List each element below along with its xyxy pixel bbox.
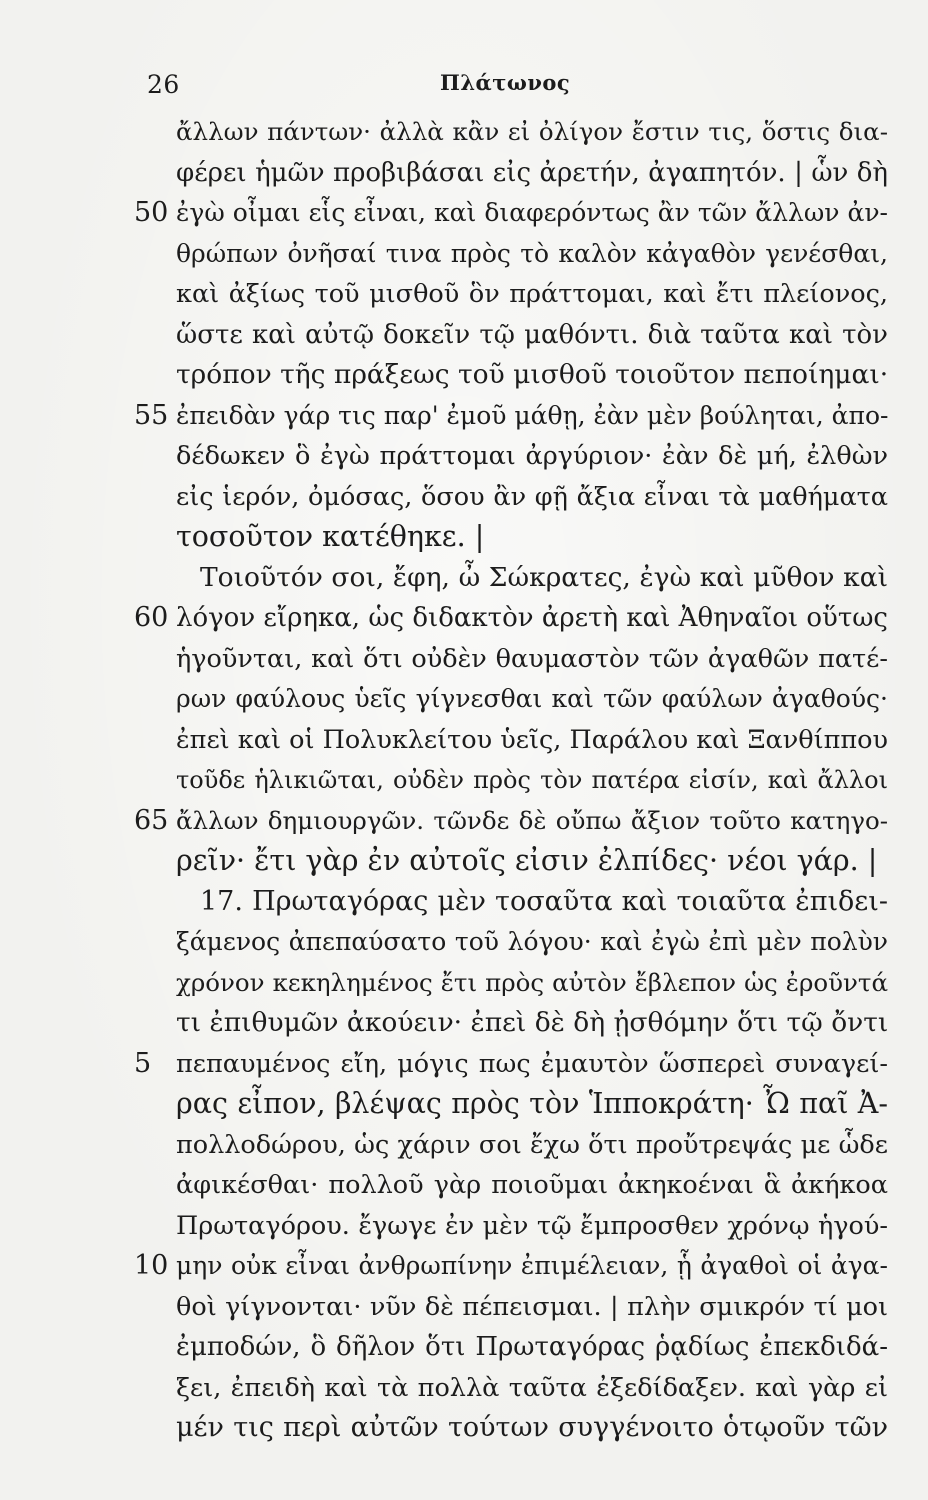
text-line	[0, 436, 928, 477]
text-line	[0, 1125, 928, 1166]
line-number: 65	[134, 804, 169, 836]
text-line	[0, 720, 928, 761]
text-line	[0, 477, 928, 518]
text-line	[0, 355, 928, 396]
line-text: τι ἐπιθυμῶν ἀκούειν· ἐπεὶ δὲ δὴ ᾐσθόμην ὅτι τῷ ὄντι	[176, 1007, 888, 1038]
greek-text-body	[0, 112, 928, 1449]
line-text: ἀφικέσθαι· πολλοῦ γὰρ ποιοῦμαι ἀκηκοέναι ἃ ἀκήκοα	[176, 1170, 888, 1200]
text-line	[0, 1165, 928, 1206]
line-text: Πρωταγόρου. ἔγωγε ἐν μὲν τῷ ἔμπροσθεν χρόνῳ ἡγού-	[176, 1210, 888, 1241]
line-number: 5	[134, 1047, 152, 1079]
text-line	[0, 841, 928, 882]
line-text: ἐμποδών, ὃ δῆλον ὅτι Πρωταγόρας ῥᾳδίως ἐπεκδιδά-	[176, 1332, 888, 1362]
text-line	[0, 234, 928, 275]
text-line	[0, 882, 928, 923]
line-text: ρας εἶπον, βλέψας πρὸς τὸν Ἱπποκράτη· Ὦ παῖ Ἀ-	[176, 1087, 888, 1120]
line-text: χρόνον κεκηλημένος ἔτι πρὸς αὐτὸν ἔβλεπον ὡς ἐροῦντά	[176, 967, 888, 997]
line-text: μέν τις περὶ αὐτῶν τούτων συγγένοιτο ὁτῳοῦν τῶν	[176, 1412, 888, 1443]
text-line	[0, 963, 928, 1004]
running-head: Πλάτωνος	[440, 70, 571, 95]
line-number: 55	[134, 399, 169, 431]
text-line	[0, 1044, 928, 1085]
line-text: ἐπεὶ καὶ οἱ Πολυκλείτου ὑεῖς, Παράλου καὶ Ξανθίππου	[176, 724, 888, 755]
line-text: δέδωκεν ὃ ἐγὼ πράττομαι ἀργύριον· ἐὰν δὲ μή, ἐλθὼν	[176, 441, 888, 471]
line-text: ἐγὼ οἶμαι εἷς εἶναι, καὶ διαφερόντως ἂν τῶν ἄλλων ἀν-	[176, 198, 888, 227]
text-line	[0, 1327, 928, 1368]
text-line	[0, 112, 928, 153]
line-text: ρων φαύλους ὑεῖς γίγνεσθαι καὶ τῶν φαύλων ἀγαθούς·	[176, 684, 888, 713]
page-number: 26	[147, 70, 180, 99]
text-line	[0, 1287, 928, 1328]
line-text: λόγον εἴρηκα, ὡς διδακτὸν ἀρετὴ καὶ Ἀθηναῖοι οὕτως	[176, 603, 888, 633]
line-text: ξει, ἐπειδὴ καὶ τὰ πολλὰ ταῦτα ἐξεδίδαξεν. καὶ γὰρ εἰ	[176, 1372, 888, 1403]
line-number: 10	[134, 1250, 169, 1281]
text-line	[0, 274, 928, 315]
text-line	[0, 315, 928, 356]
line-text: πεπαυμένος εἴη, μόγις πως ἐμαυτὸν ὥσπερεὶ συναγεί-	[176, 1048, 888, 1079]
text-line	[0, 1246, 928, 1287]
line-text: εἰς ἱερόν, ὀμόσας, ὅσου ἂν φῇ ἄξια εἶναι τὰ μαθήματα	[176, 481, 888, 512]
line-text: ἄλλων δημιουργῶν. τῶνδε δὲ οὔπω ἄξιον τοῦτο κατηγο-	[176, 805, 888, 835]
text-line	[0, 517, 928, 558]
line-text: πολλοδώρου, ὡς χάριν σοι ἔχω ὅτι προὔτρεψάς με ὧδε	[176, 1129, 888, 1160]
text-line	[0, 679, 928, 720]
text-line	[0, 639, 928, 680]
line-text: ἡγοῦνται, καὶ ὅτι οὐδὲν θαυμαστὸν τῶν ἀγαθῶν πατέ-	[176, 643, 888, 674]
text-line	[0, 193, 928, 234]
line-text: θοὶ γίγνονται· νῦν δὲ πέπεισμαι. | πλὴν σμικρόν τί μοι	[176, 1291, 888, 1322]
text-line	[0, 558, 928, 599]
line-text: τοῦδε ἡλικιῶται, οὐδὲν πρὸς τὸν πατέρα εἰσίν, καὶ ἄλλοι	[176, 766, 888, 794]
line-text: μην οὐκ εἶναι ἀνθρωπίνην ἐπιμέλειαν, ᾗ ἀγαθοὶ οἱ ἀγα-	[176, 1251, 888, 1280]
text-line	[0, 1003, 928, 1044]
text-line	[0, 801, 928, 842]
line-number: 50	[134, 197, 169, 228]
line-number: 60	[134, 602, 169, 633]
text-line	[0, 922, 928, 963]
text-line	[0, 1368, 928, 1409]
line-text: ρεῖν· ἔτι γὰρ ἐν αὐτοῖς εἰσιν ἐλπίδες· νέοι γάρ. |	[176, 844, 878, 877]
text-line	[0, 396, 928, 437]
line-text: καὶ ἀξίως τοῦ μισθοῦ ὃν πράττομαι, καὶ ἔτι πλείονος,	[176, 279, 888, 309]
line-text: ὥστε καὶ αὐτῷ δοκεῖν τῷ μαθόντι. διὰ ταῦτα καὶ τὸν	[176, 319, 888, 350]
text-line	[0, 1408, 928, 1449]
line-text: τοσοῦτον κατέθηκε. |	[176, 520, 485, 553]
text-line	[0, 598, 928, 639]
line-text: 17. Πρωταγόρας μὲν τοσαῦτα καὶ τοιαῦτα ἐπιδει-	[200, 885, 888, 917]
text-line	[0, 1084, 928, 1125]
line-text: τρόπον τῆς πράξεως τοῦ μισθοῦ τοιοῦτον πεποίημαι·	[176, 359, 888, 390]
text-line	[0, 760, 928, 801]
line-text: ξάμενος ἀπεπαύσατο τοῦ λόγου· καὶ ἐγὼ ἐπὶ μὲν πολὺν	[176, 927, 888, 956]
line-text: θρώπων ὀνῆσαί τινα πρὸς τὸ καλὸν κἀγαθὸν γενέσθαι,	[176, 238, 888, 268]
line-text: φέρει ἡμῶν προβιβάσαι εἰς ἀρετήν, ἀγαπητόν. | ὧν δὴ	[176, 157, 888, 188]
text-line	[0, 153, 928, 194]
line-text: ἄλλων πάντων· ἀλλὰ κἂν εἰ ὀλίγον ἔστιν τις, ὅστις δια-	[176, 117, 888, 146]
line-text: Τοιοῦτόν σοι, ἔφη, ὦ Σώκρατες, ἐγὼ καὶ μῦθον καὶ	[200, 561, 888, 593]
text-line	[0, 1206, 928, 1247]
line-text: ἐπειδὰν γάρ τις παρ' ἐμοῦ μάθῃ, ἐὰν μὲν βούληται, ἀπο-	[176, 400, 888, 430]
